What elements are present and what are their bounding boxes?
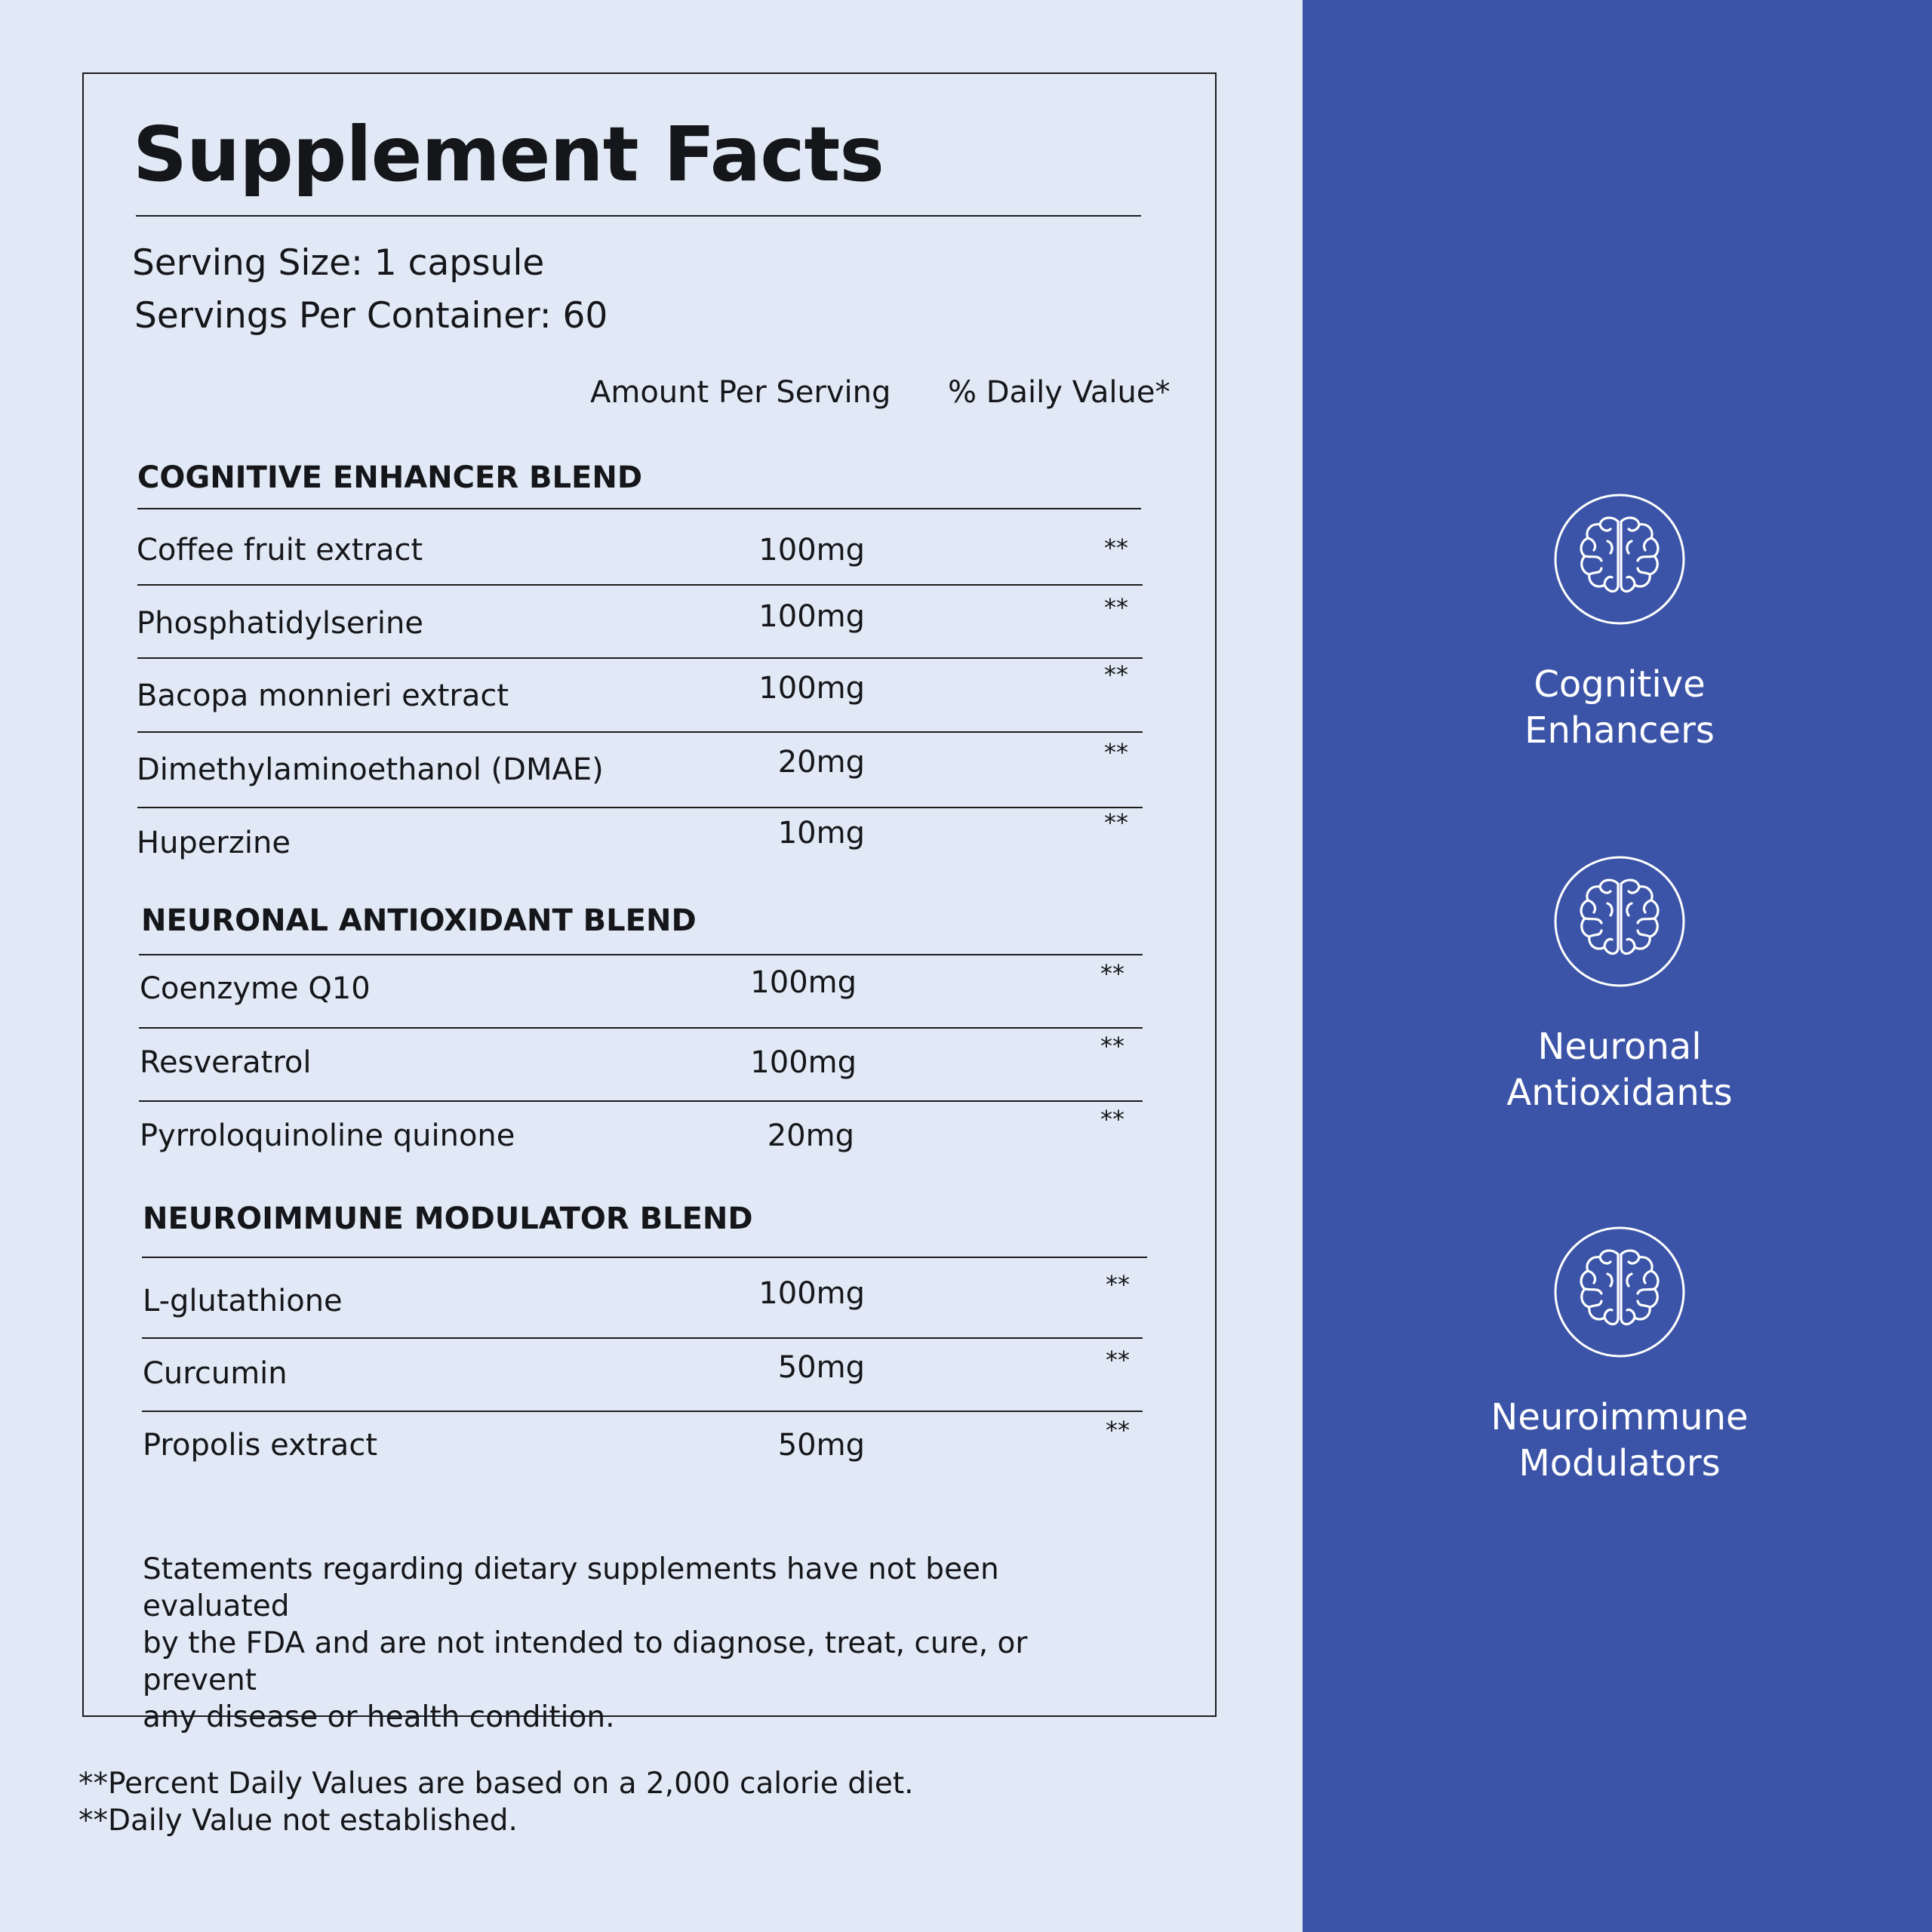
disclaimer-line: any disease or health condition. bbox=[143, 1700, 615, 1734]
ingredient-row bbox=[0, 1105, 1303, 1193]
ingredient-row bbox=[0, 808, 1303, 898]
page-title: Supplement Facts bbox=[133, 110, 884, 198]
feature-label-line: Neuronal bbox=[1537, 1026, 1702, 1068]
footnote-daily-value-not-established: **Daily Value not established. bbox=[78, 1804, 518, 1838]
footnote-percent-daily-values: **Percent Daily Values are based on a 2,000 calorie diet. bbox=[78, 1767, 914, 1801]
feature-label bbox=[1393, 1024, 1846, 1116]
ingredient-daily-value: ** bbox=[1104, 738, 1128, 767]
row-divider bbox=[139, 1100, 1143, 1102]
ingredient-amount: 10mg bbox=[777, 816, 865, 851]
serving-size: Serving Size: 1 capsule bbox=[132, 242, 545, 284]
blend-divider bbox=[139, 954, 1143, 955]
row-divider bbox=[142, 1337, 1143, 1339]
feature-cognitive-enhancers bbox=[1393, 493, 1846, 754]
ingredient-name: Dimethylaminoethanol (DMAE) bbox=[137, 752, 604, 787]
feature-neuronal-antioxidants bbox=[1393, 855, 1846, 1116]
ingredient-name: Pyrroloquinoline quinone bbox=[140, 1118, 515, 1153]
ingredient-name: Bacopa monnieri extract bbox=[137, 678, 509, 713]
ingredient-amount: 50mg bbox=[777, 1350, 865, 1385]
blend-divider bbox=[142, 1257, 1147, 1258]
ingredient-daily-value: ** bbox=[1106, 1270, 1130, 1299]
row-divider bbox=[137, 807, 1143, 808]
blend-divider bbox=[137, 508, 1141, 509]
amount-per-serving-header: Amount Per Serving bbox=[590, 375, 891, 410]
ingredient-daily-value: ** bbox=[1104, 593, 1128, 622]
blend-heading-cognitive: COGNITIVE ENHANCER BLEND bbox=[137, 460, 643, 495]
feature-label-line: Neuroimmune bbox=[1491, 1396, 1749, 1438]
ingredient-amount: 20mg bbox=[777, 745, 865, 780]
ingredient-amount: 20mg bbox=[767, 1118, 854, 1153]
feature-label bbox=[1393, 1395, 1846, 1487]
daily-value-header: % Daily Value* bbox=[948, 375, 1171, 410]
ingredient-daily-value: ** bbox=[1106, 1346, 1130, 1374]
feature-neuroimmune-modulators bbox=[1393, 1226, 1846, 1487]
ingredient-amount: 50mg bbox=[777, 1428, 865, 1463]
row-divider bbox=[142, 1411, 1143, 1412]
brain-icon bbox=[1553, 855, 1686, 988]
ingredient-amount: 100mg bbox=[758, 599, 865, 634]
ingredient-row bbox=[0, 1416, 1303, 1503]
ingredient-amount: 100mg bbox=[750, 965, 857, 1000]
fda-disclaimer bbox=[143, 1551, 1124, 1736]
feature-label bbox=[1393, 662, 1846, 754]
ingredient-name: L-glutathione bbox=[143, 1284, 343, 1318]
brain-icon bbox=[1553, 493, 1686, 626]
ingredient-amount: 100mg bbox=[758, 533, 865, 568]
row-divider bbox=[137, 731, 1143, 733]
ingredient-amount: 100mg bbox=[758, 671, 865, 706]
row-divider bbox=[137, 584, 1143, 586]
title-divider bbox=[136, 215, 1141, 217]
ingredient-daily-value: ** bbox=[1100, 1032, 1124, 1060]
ingredient-amount: 100mg bbox=[758, 1276, 865, 1311]
ingredient-name: Curcumin bbox=[143, 1356, 288, 1391]
ingredient-daily-value: ** bbox=[1106, 1416, 1130, 1444]
disclaimer-line: Statements regarding dietary supplements have not been evaluated bbox=[143, 1552, 999, 1623]
ingredient-name: Coffee fruit extract bbox=[137, 533, 423, 568]
feature-label-line: Enhancers bbox=[1524, 709, 1715, 752]
ingredient-daily-value: ** bbox=[1104, 534, 1128, 562]
blend-heading-neuroimmune: NEUROIMMUNE MODULATOR BLEND bbox=[143, 1201, 753, 1236]
ingredient-daily-value: ** bbox=[1100, 1105, 1124, 1134]
ingredient-daily-value: ** bbox=[1104, 808, 1128, 837]
ingredient-daily-value: ** bbox=[1100, 959, 1124, 988]
ingredient-daily-value: ** bbox=[1104, 660, 1128, 689]
ingredient-name: Resveratrol bbox=[140, 1045, 312, 1080]
row-divider bbox=[139, 1027, 1143, 1029]
feature-label-line: Modulators bbox=[1518, 1442, 1721, 1484]
ingredient-row bbox=[0, 1270, 1303, 1355]
servings-per-container: Servings Per Container: 60 bbox=[134, 295, 608, 337]
ingredient-name: Huperzine bbox=[137, 826, 291, 860]
feature-label-line: Antioxidants bbox=[1506, 1072, 1733, 1114]
ingredient-amount: 100mg bbox=[750, 1045, 857, 1080]
disclaimer-line: by the FDA and are not intended to diagnose, treat, cure, or prevent bbox=[143, 1626, 1028, 1697]
ingredient-name: Phosphatidylserine bbox=[137, 606, 423, 641]
brain-icon bbox=[1553, 1226, 1686, 1358]
row-divider bbox=[137, 657, 1143, 659]
blend-heading-antioxidant: NEURONAL ANTIOXIDANT BLEND bbox=[141, 903, 697, 938]
ingredient-name: Coenzyme Q10 bbox=[140, 971, 371, 1006]
ingredient-name: Propolis extract bbox=[143, 1428, 377, 1463]
feature-label-line: Cognitive bbox=[1534, 663, 1706, 706]
